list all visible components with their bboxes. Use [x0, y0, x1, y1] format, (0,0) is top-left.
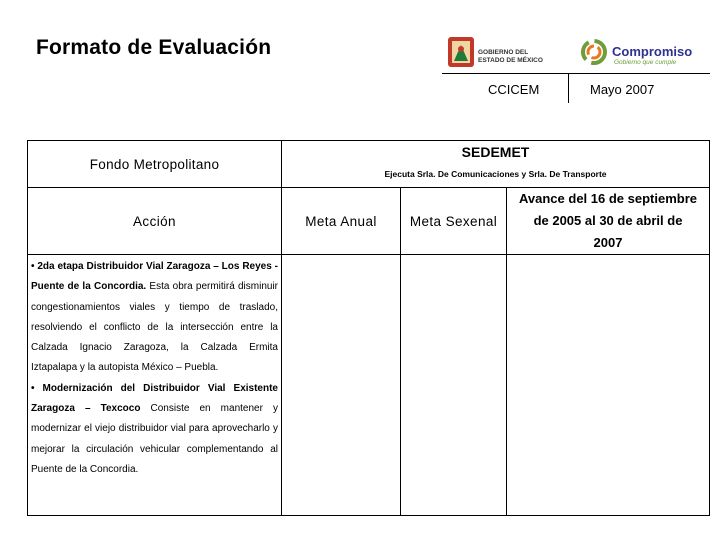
organization-label: CCICEM: [488, 82, 540, 97]
table-row-fondo: [28, 141, 710, 188]
accion-description-cell: [28, 255, 282, 516]
page-title: Formato de Evaluación: [36, 36, 272, 59]
accion-title: • Modernización del Distribuidor Vial Existente Zaragoza – Texcoco: [31, 382, 278, 415]
avance-cell: [507, 255, 710, 516]
sedemet-cell: [282, 141, 710, 188]
gobierno-logo-text: GOBIERNO DEL ESTADO DE MÉXICO: [478, 49, 543, 64]
fondo-cell: Fondo Metropolitano: [28, 141, 282, 188]
column-header-accion: Acción: [28, 188, 282, 255]
compromiso-logo-name: Compromiso: [612, 44, 693, 59]
column-header-avance: Avance del 16 de septiembre de 2005 al 30 de abril de 2007: [507, 188, 710, 255]
header-divider-vertical: [568, 73, 569, 103]
header-divider-horizontal: [442, 73, 710, 74]
meta-anual-cell: [282, 255, 401, 516]
accion-title: • 2da etapa Distribuidor Vial Zaragoza – Los Reyes - Puente de la Concordia.: [31, 261, 278, 293]
column-header-meta-anual: Meta Anual: [282, 188, 401, 255]
date-label: Mayo 2007: [590, 82, 655, 97]
meta-sexenal-cell: [401, 255, 507, 516]
accion-text: Consiste en mantener y modernizar el viejo distribuidor vial para aprovecharlo y mejorar la circulación vehicular complementando al Puente de la Concordia.: [31, 403, 278, 475]
evaluation-table: [27, 140, 710, 516]
table-header-row: [28, 188, 710, 255]
column-header-meta-sexenal: Meta Sexenal: [401, 188, 507, 255]
sedemet-label: SEDEMET: [461, 144, 530, 160]
table-row: [28, 255, 710, 516]
compromiso-logo-tagline: Gobierno que cumple: [614, 59, 677, 66]
ejecuta-label: Ejecuta Srla. De Comunicaciones y Srla. De Transporte: [384, 169, 607, 179]
accion-text: Esta obra permitirá disminuir congestionamientos viales y tiempo de traslado, resolviendo el conflicto de la intersección entre la Calzada Ignacio Zaragoza, la Calzada Ermita Iztapalapa y la autopista México – Puebla.: [31, 281, 278, 374]
